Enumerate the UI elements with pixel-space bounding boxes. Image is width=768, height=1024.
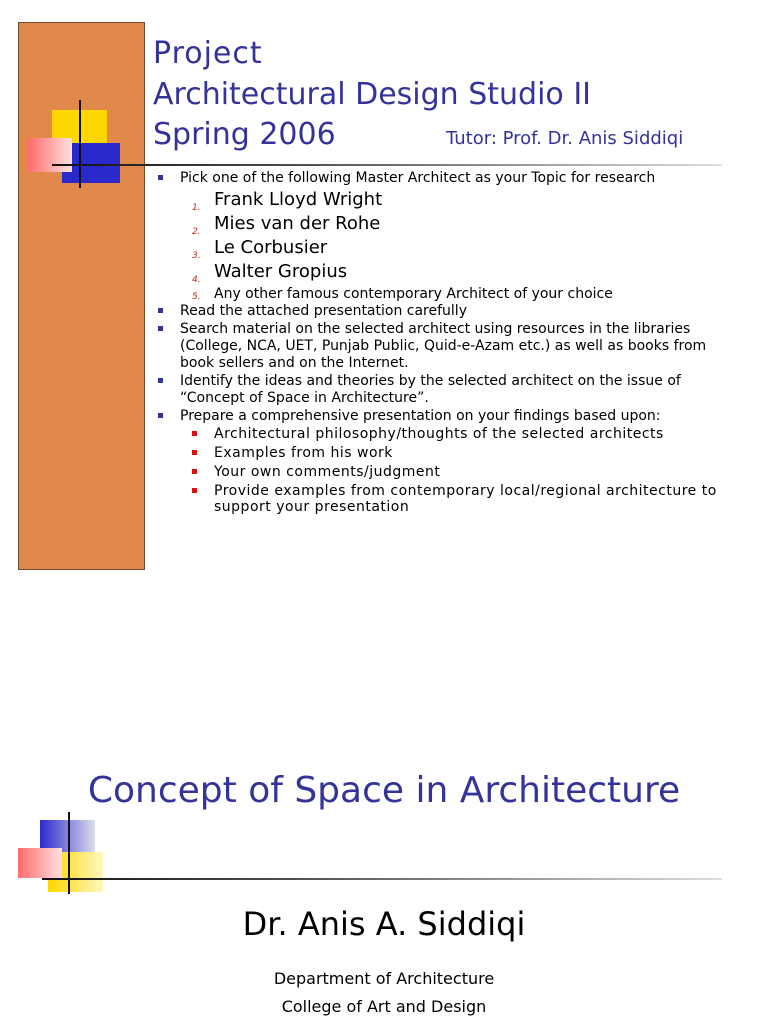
department-label: Department of Architecture xyxy=(273,969,495,988)
sidebar-panel xyxy=(18,22,145,570)
sub-list-item: Your own comments/judgment xyxy=(192,464,733,480)
list-item: 3. Le Corbusier xyxy=(192,237,328,261)
bullet-read: Read the attached presentation carefully xyxy=(158,303,733,320)
list-item: 1. Frank Lloyd Wright xyxy=(192,189,383,213)
architect-list xyxy=(158,188,733,303)
sub-list xyxy=(158,426,733,515)
slide-content xyxy=(158,170,733,518)
sub-list-item: Provide examples from contemporary local/regional architecture to support your presentation xyxy=(192,483,733,515)
tutor-label: Tutor: Prof. Dr. Anis Siddiqi xyxy=(446,128,684,149)
slide-title-line3: Spring 2006 xyxy=(153,117,336,152)
bullet-identify: Identify the ideas and theories by the selected architect on the issue of “Concept of Space in Architecture”. xyxy=(158,373,733,407)
college-label: College of Art and Design xyxy=(281,997,487,1016)
slide-title-line1: Project xyxy=(153,36,263,71)
author-name: Dr. Anis A. Siddiqi xyxy=(242,905,526,943)
sub-list-item: Examples from his work xyxy=(192,445,733,461)
slide2-title: Concept of Space in Architecture xyxy=(87,770,681,811)
sub-list-item: Architectural philosophy/thoughts of the selected architects xyxy=(192,426,733,442)
slide-title-line2: Architectural Design Studio II xyxy=(153,77,592,112)
list-item: 2. Mies van der Rohe xyxy=(192,213,381,237)
bullet-search: Search material on the selected architect using resources in the libraries (College, NCA, UET, Punjab Public, Quid-e-Azam etc.) as well as books from book sellers and on the Internet. xyxy=(158,321,733,372)
list-item: 5. Any other famous contemporary Architect of your choice xyxy=(192,286,613,302)
bullet-pick: Pick one of the following Master Architect as your Topic for research xyxy=(158,170,733,187)
list-item: 4. Walter Gropius xyxy=(192,261,348,285)
bullet-prepare: Prepare a comprehensive presentation on your findings based upon: xyxy=(158,408,733,425)
